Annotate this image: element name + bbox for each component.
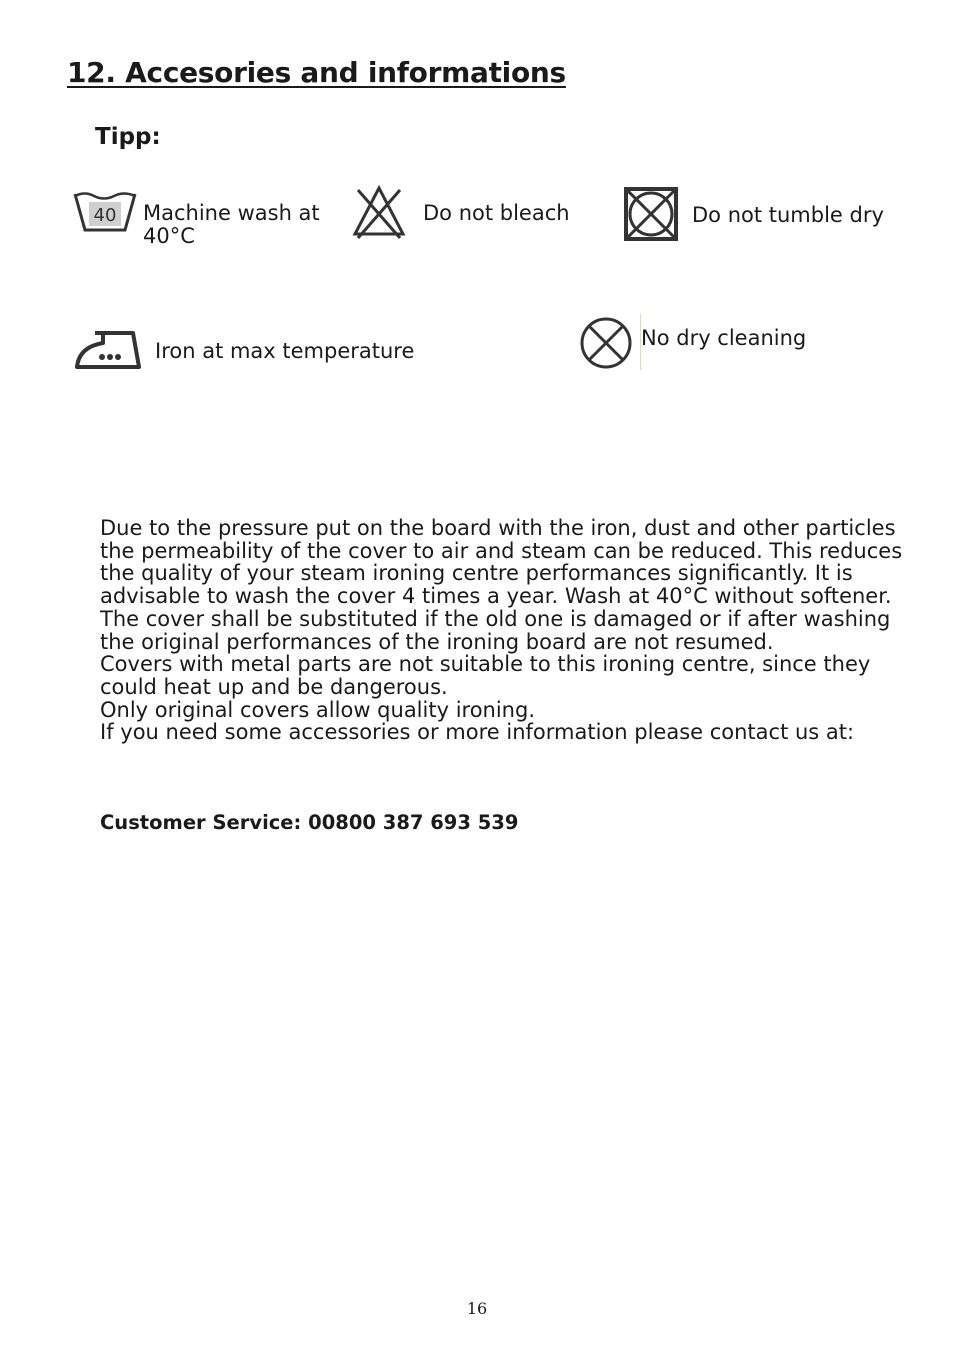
care-label-iron: Iron at max temperature	[155, 339, 415, 363]
page-title: 12. Accesories and informations	[67, 56, 566, 89]
instructions-text	[100, 517, 920, 744]
paragraph: Covers with metal parts are not suitable to this ironing centre, since they could heat up and be dangerous.	[100, 652, 871, 699]
care-label-wash-line2: 40°C	[143, 224, 195, 248]
care-label-dry-cleaning: No dry cleaning	[641, 326, 807, 350]
wash-40-icon	[72, 188, 140, 238]
no-tumble-dry-icon	[622, 185, 680, 243]
no-bleach-icon	[350, 184, 408, 242]
care-label-bleach: Do not bleach	[423, 201, 570, 225]
customer-service-line: Customer Service: 00800 387 693 539	[100, 811, 519, 834]
care-label-wash-line1: Machine wash at	[143, 201, 320, 225]
tip-heading: Tipp:	[95, 124, 161, 150]
paragraph: If you need some accessories or more information please contact us at:	[100, 720, 855, 745]
care-label-wash	[143, 202, 320, 248]
paragraph: Due to the pressure put on the board with the iron, dust and other particles the permeability of the cover to air and steam can be reduced. This reduces the quality of your steam ironing centre performances significantly. It is advisable to wash the cover 4 times a year. Wash at 40°C without softener.	[100, 516, 903, 609]
no-dry-cleaning-icon	[577, 315, 635, 371]
iron-max-temp-icon	[73, 325, 145, 371]
paragraph: The cover shall be substituted if the old one is damaged or if after washing the original performances of the ironing board are not resumed.	[100, 606, 891, 654]
paragraph: Only original covers allow quality ironing.	[100, 697, 536, 722]
wash-temp-text: 40	[93, 205, 117, 226]
care-label-tumble: Do not tumble dry	[692, 203, 884, 227]
page-number: 16	[466, 1299, 488, 1318]
